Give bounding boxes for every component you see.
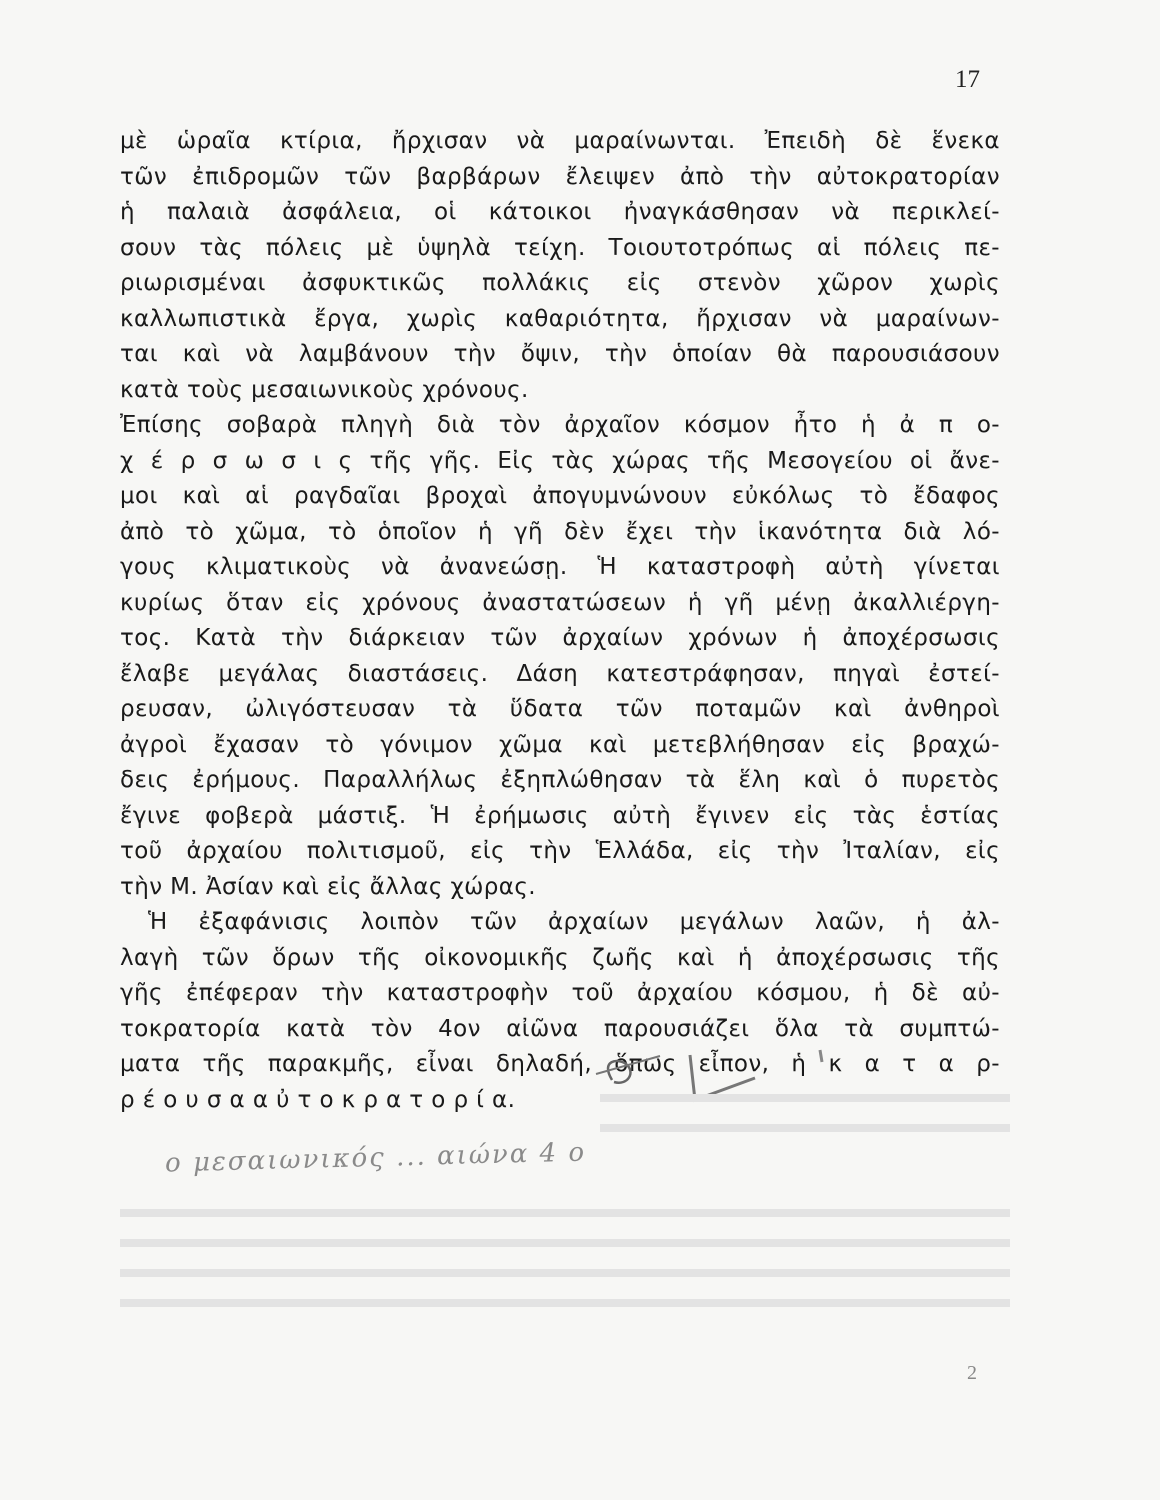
text-line: ἀπὸ τὸ χῶμα, τὸ ὁποῖον ἡ γῆ δὲν ἔχει τὴν ἱκανότητα διὰ λό- xyxy=(120,518,1000,545)
handwritten-note xyxy=(165,1125,725,1195)
text-line: καλλωπιστικὰ ἔργα, χωρὶς καθαριότητα, ἤρχισαν νὰ μαραίνων- xyxy=(120,305,1000,332)
text-line: τοῦ ἀρχαίου πολιτισμοῦ, εἰς τὴν Ἑλλάδα, εἰς τὴν Ἰταλίαν, εἰς xyxy=(120,838,1000,864)
footer-mark: 2 xyxy=(967,1362,977,1384)
text-line: ἡ παλαιὰ ἀσφάλεια, οἱ κάτοικοι ἠναγκάσθησαν νὰ περικλεί- xyxy=(120,199,1000,225)
text-line: χ έ ρ σ ω σ ι ς τῆς γῆς. Εἰς τὰς χώρας τῆς Μεσογείου οἱ ἄνε- xyxy=(120,447,1000,474)
text-line: μοι καὶ αἱ ραγδαῖαι βροχαὶ ἀπογυμνώνουν εὐκόλως τὸ ἔδαφος xyxy=(120,483,1000,509)
page-number: 17 xyxy=(955,66,980,93)
text-line: λαγὴ τῶν ὅρων τῆς οἰκονομικῆς ζωῆς καὶ ἡ ἀποχέρσωσις τῆς xyxy=(120,944,1000,971)
text-line: ἀγροὶ ἔχασαν τὸ γόνιμον χῶμα καὶ μετεβλήθησαν εἰς βραχώ- xyxy=(120,731,1000,758)
text-line: δεις ἐρήμους. Παραλλήλως ἐξηπλώθησαν τὰ ἕλη καὶ ὁ πυρετὸς xyxy=(120,767,1000,793)
text-line: Ἡ ἐξαφάνισις λοιπὸν τῶν ἀρχαίων μεγάλων λαῶν, ἡ ἀλ- xyxy=(148,909,1000,935)
body-text xyxy=(120,124,1000,1118)
text-line: τοκρατορία κατὰ τὸν 4ον αἰῶνα παρουσιάζει ὅλα τὰ συμπτώ- xyxy=(120,1015,1000,1042)
text-line: ἔλαβε μεγάλας διαστάσεις. Δάση κατεστράφησαν, πηγαὶ ἐστεί- xyxy=(120,660,1000,687)
text-line: ται καὶ νὰ λαμβάνουν τὴν ὄψιν, τὴν ὁποίαν θὰ παρουσιάσουν xyxy=(120,341,1000,367)
text-line: γους κλιματικοὺς νὰ ἀνανεώσῃ. Ἡ καταστροφὴ αὐτὴ γίνεται xyxy=(120,554,1000,580)
text-line: ρ έ ο υ σ α α ὐ τ ο κ ρ α τ ο ρ ί α. xyxy=(120,1086,516,1113)
text-line: μὲ ὡραῖα κτίρια, ἤρχισαν νὰ μαραίνωνται. Ἐπειδὴ δὲ ἕνεκα xyxy=(120,128,1000,154)
text-line: ριωρισμέναι ἀσφυκτικῶς πολλάκις εἰς στενὸν χῶρον χωρὶς xyxy=(120,270,1000,296)
text-line: τῶν ἐπιδρομῶν τῶν βαρβάρων ἔλειψεν ἀπὸ τὴν αὐτοκρατορίαν xyxy=(120,163,1000,190)
text-line: σουν τὰς πόλεις μὲ ὑψηλὰ τείχη. Τοιουτοτρόπως αἱ πόλεις πε- xyxy=(120,234,1000,261)
text-line: κατὰ τοὺς μεσαιωνικοὺς χρόνους. xyxy=(120,376,529,403)
text-line: Ἐπίσης σοβαρὰ πληγὴ διὰ τὸν ἀρχαῖον κόσμον ἦτο ἡ ἀ π ο- xyxy=(120,412,1000,438)
text-line: ἔγινε φοβερὰ μάστιξ. Ἡ ἐρήμωσις αὐτὴ ἔγινεν εἰς τὰς ἑστίας xyxy=(120,802,1000,829)
text-line: ματα τῆς παρακμῆς, εἶναι δηλαδή, ὅπως εἶπον, ἡ κ α τ α ρ- xyxy=(120,1051,1000,1077)
text-line: ρευσαν, ὠλιγόστευσαν τὰ ὕδατα τῶν ποταμῶν καὶ ἀνθηροὶ xyxy=(120,696,1000,722)
text-line: γῆς ἐπέφεραν τὴν καταστροφὴν τοῦ ἀρχαίου κόσμου, ἡ δὲ αὐ- xyxy=(120,980,1000,1006)
text-line: τὴν Μ. Ἀσίαν καὶ εἰς ἄλλας χώρας. xyxy=(120,873,536,900)
text-line: τος. Κατὰ τὴν διάρκειαν τῶν ἀρχαίων χρόνων ἡ ἀποχέρσωσις xyxy=(120,625,1000,651)
handwritten-note-text: ο μεσαιωνικός ... αιώνα 4 ο xyxy=(164,1137,587,1179)
text-line: κυρίως ὅταν εἰς χρόνους ἀναστατώσεων ἡ γῆ μένῃ ἀκαλλιέργη- xyxy=(120,589,1000,616)
